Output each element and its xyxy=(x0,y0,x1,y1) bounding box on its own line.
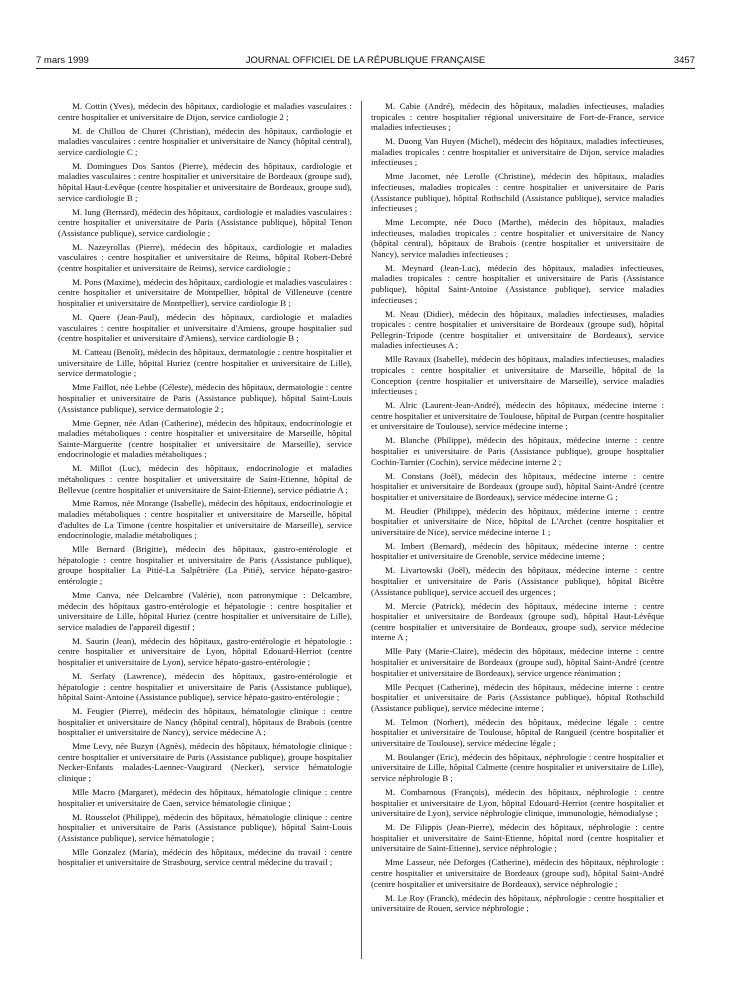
appointment-entry: M. Mercie (Patrick), médecin des hôpitaux, médecine interne : centre hospitalier et universitaire de Bordeaux (groupe sud), hôpital Haut-Lévêque (centre hospitalier et universitaire de Bordeaux, groupe sud), service médecine interne A ; xyxy=(371,600,664,643)
publication-date: 7 mars 1999 xyxy=(36,55,89,66)
appointment-entry: M. Neau (Didier), médecin des hôpitaux, maladies infectieuses, maladies tropicales : centre hospitalier et universitaire de Bordeaux (groupe sud), hôpital Pellegrin-Tripode (centre hospitalier et universitaire de Bordeaux), service maladies infectieuses A ; xyxy=(371,308,664,351)
appointment-entry: M. Le Roy (Franck), médecin des hôpitaux, néphrologie : centre hospitalier et universitaire de Rouen, service néphrologie ; xyxy=(371,892,664,914)
appointment-entry: M. De Filippis (Jean-Pierre), médecin des hôpitaux, néphrologie : centre hospitalier et universitaire de Saint-Etienne, hôpital nord (centre hospitalier et universitaire de Saint-Etienne), service néphrologie ; xyxy=(371,822,664,854)
appointment-entry: M. Saurin (Jean), médecin des hôpitaux, gastro-entérologie et hépatologie : centre hospitalier et universitaire de Lyon, hôpital Edouard-Herriot (centre hospitalier et universitaire de Lyon), service hépato-gastro-entérologie ; xyxy=(58,635,352,667)
appointment-entry: Mme Lasseur, née Deforges (Catherine), médecin des hôpitaux, néphrologie : centre hospitalier et universitaire de Bordeaux (groupe sud), hôpital Saint-André (centre hospitalier et universitaire de Bordeaux), service néphrologie ; xyxy=(371,857,664,889)
appointment-entry: M. Rousselot (Philippe), médecin des hôpitaux, hématologie clinique : centre hospitalier et universitaire de Paris (Assistance publique), hôpital Saint-Louis (Assistance publique), service hématologie ; xyxy=(58,811,352,843)
appointment-entry: M. Cabie (André), médecin des hôpitaux, maladies infectieuses, maladies tropicales : centre hospitalier régional universitaire de Fort-de-France, service maladies infectieuses ; xyxy=(371,101,664,133)
left-column xyxy=(58,101,352,961)
appointment-entry: Mme Levy, née Buzyn (Agnès), médecin des hôpitaux, hématologie clinique : centre hospitalier et universitaire de Paris (Assistance publique), groupe hospitalier Necker-Enfants malades-Laennec-Vaugirard (Necker), service hématologie clinique ; xyxy=(58,741,352,784)
appointment-entry: M. Iung (Bernard), médecin des hôpitaux, cardiologie et maladies vasculaires : centre hospitalier et universitaire de Paris (Assistance publique), hôpital Tenon (Assistance publique), service cardiologie ; xyxy=(58,206,352,238)
appointment-entry: Mme Ramos, née Morange (Isabelle), médecin des hôpitaux, endocrinologie et maladies métaboliques : centre hospitalier et universitaire de Marseille, hôpital d'adultes de La Timone (centre hospitalier et universitaire de Marseille), service endocrinologie, maladie métaboliques ; xyxy=(58,498,352,541)
appointment-entry: M. de Chillou de Churet (Christian), médecin des hôpitaux, cardiologie et maladies vasculaires : centre hospitalier et universitaire de Nancy (hôpital central), service cardiologie C ; xyxy=(58,125,352,157)
appointment-entry: M. Domingues Dos Santos (Pierre), médecin des hôpitaux, cardiologie et maladies vasculaires : centre hospitalier et universitaire de Bordeaux (groupe sud), hôpital Haut-Levêque (centre hospitalier et universitaire de Bordeaux, groupe sud), service cardiologie B ; xyxy=(58,160,352,203)
appointment-entry: Mlle Macro (Margaret), médecin des hôpitaux, hématologie clinique : centre hospitalier et universitaire de Caen, service hématologie clinique ; xyxy=(58,787,352,808)
header-rule xyxy=(36,68,695,69)
appointment-entry: M. Serfaty (Lawrence), médecin des hôpitaux, gastro-entérologie et hépatologie : centre hospitalier et universitaire de Paris (Assistance publique), hôpital Saint-Antoine (Assistance publique), service hépato-gastro-entérologie ; xyxy=(58,670,352,703)
appointment-entry: Mme Faillot, née Lebbe (Céleste), médecin des hôpitaux, dermatologie : centre hospitalier et universitaire de Paris (Assistance publique), hôpital Saint-Louis (Assistance publique), service dermatologie 2 ; xyxy=(58,382,352,414)
appointment-entry: M. Boulanger (Eric), médecin des hôpitaux, néphrologie : centre hospitalier et universitaire de Lille, hôpital Calmette (centre hospitalier et universitaire de Lille), service néphrologie B ; xyxy=(371,751,664,784)
journal-title: JOURNAL OFFICIEL DE LA RÉPUBLIQUE FRANÇAISE xyxy=(245,55,486,66)
appointment-entry: M. Feugier (Pierre), médecin des hôpitaux, hématologie clinique : centre hospitalier et universitaire de Nancy (hôpital central), hôpitaux de Brabois (centre hospitalier et universitaire de Nancy), service médecine A ; xyxy=(58,706,352,738)
appointment-entry: Mme Jacomet, née Lerolle (Christine), médecin des hôpitaux, maladies infectieuses, maladies tropicales : centre hospitalier et universitaire de Paris (Assistance publique), hôpital Rothschild (Assistance publique), service maladies infectieuses ; xyxy=(371,171,664,214)
appointment-entry: M. Duong Van Huyen (Michel), médecin des hôpitaux, maladies infectieuses, maladies tropicales : centre hospitalier et universitaire de Dijon, service maladies infectieuses ; xyxy=(371,136,664,168)
appointment-entry: M. Cottin (Yves), médecin des hôpitaux, cardiologie et maladies vasculaires : centre hospitalier et universitaire de Dijon, service cardiologie 2 ; xyxy=(58,101,352,122)
appointment-entry: M. Combarnous (François), médecin des hôpitaux, néphrologie : centre hospitalier et universitaire de Lyon, hôpital Edouard-Herriot (centre hospitalier et universitaire de Lyon), service néphrologie clinique, immunologie, hémodialyse ; xyxy=(371,787,664,819)
appointment-entry: Mlle Gonzalez (Maria), médecin des hôpitaux, médecine du travail : centre hospitalier et universitaire de Strasbourg, service central médecine du travail ; xyxy=(58,846,352,868)
appointment-entry: M. Imbert (Bernard), médecin des hôpitaux, médecine interne : centre hospitalier et universitaire de Grenoble, service médecine interne ; xyxy=(371,540,664,562)
appointment-entry: Mme Lecompte, née Doco (Marthe), médecin des hôpitaux, maladies infectieuses, maladies tropicales : centre hospitalier et universitaire de Nancy (hôpital central), hôpitaux de Brabois (centre hospitalier et universitaire de Nancy), service maladies infectieuses ; xyxy=(371,217,664,259)
page-header xyxy=(36,55,695,69)
appointment-entry: Mlle Paty (Marie-Claire), médecin des hôpitaux, médecine interne : centre hospitalier et universitaire de Bordeaux (groupe sud), hôpital Saint-André (centre hospitalier et universitaire de Bordeaux), service urgence réanimation ; xyxy=(371,646,664,678)
appointment-entry: M. Constans (Joël), médecin des hôpitaux, médecine interne : centre hospitalier et universitaire de Bordeaux (groupe sud), hôpital Saint-André (centre hospitalier et universitaire de Bordeaux), service médecine interne G ; xyxy=(371,470,664,502)
appointment-entry: M. Blanche (Philippe), médecin des hôpitaux, médecine interne : centre hospitalier et universitaire de Paris (Assistance publique), groupe hospitalier Cochin-Tarnier (Cochin), service médecine interne 2 ; xyxy=(371,435,664,467)
appointment-entry: Mlle Bernard (Brigitte), médecin des hôpitaux, gastro-entérologie et hépatologie : centre hospitalier et universitaire de Paris (Assistance publique), groupe hospitalier La Pitié-La Salpêtrière (La Pitié), service hépato-gastro-entérologie ; xyxy=(58,544,352,587)
right-column xyxy=(371,101,664,961)
appointment-entry: M. Millot (Luc), médecin des hôpitaux, endocrinologie et maladies métaboliques : centre hospitalier et universitaire de Saint-Etienne, hôpital de Bellevue (centre hospitalier et universitaire de Saint-Etienne), service pédiatrie A ; xyxy=(58,463,352,495)
appointment-entry: M. Pons (Maxime), médecin des hôpitaux, cardiologie et maladies vasculaires : centre hospitalier et universitaire de Montpellier, hôpital de Villeneuve (centre hospitalier et universitaire de Montpellier), service cardiologie B ; xyxy=(58,276,352,309)
page-number: 3457 xyxy=(673,55,695,66)
appointment-entry: M. Nazeyrollas (Pierre), médecin des hôpitaux, cardiologie et maladies vasculaires : centre hospitalier et universitaire de Reims, hôpital Robert-Debré (centre hospitalier et universitaire de Reims), service cardiologie ; xyxy=(58,241,352,273)
appointment-entry: Mlle Ravaux (Isabelle), médecin des hôpitaux, maladies infectieuses, maladies tropicales : centre hospitalier et universitaire de Marseille, hôpital de la Conception (centre hospitalier et universitaire de Marseille), service maladies infectieuses ; xyxy=(371,354,664,397)
appointment-entry: M. Heudier (Philippe), médecin des hôpitaux, médecine interne : centre hospitalier et universitaire de Nice, hôpital de L'Archet (centre hospitalier et universitaire de Nice), service médecine interne 1 ; xyxy=(371,505,664,537)
column-divider xyxy=(361,101,362,959)
appointment-entry: M. Meynard (Jean-Luc), médecin des hôpitaux, maladies infectieuses, maladies tropicales : centre hospitalier et universitaire de Paris (Assistance publique), hôpital Saint-Antoine (Assistance publique), service maladies infectieuses ; xyxy=(371,262,664,305)
appointment-entry: Mlle Pecquet (Catherine), médecin des hôpitaux, médecine interne : centre hospitalier et universitaire de Paris (Assistance publique), hôpital Rothschild (Assistance publique), service médecine interne ; xyxy=(371,681,664,713)
appointment-entry: M. Telmon (Norbert), médecin des hôpitaux, médecine légale : centre hospitalier et universitaire de Toulouse, hôpital de Rangueil (centre hospitalier et universitaire de Toulouse), service médecine légale ; xyxy=(371,716,664,748)
appointment-entry: M. Catteau (Benoît), médecin des hôpitaux, dermatologie : centre hospitalier et universitaire de Lille, hôpital Huriez (centre hospitalier et universitaire de Lille), service dermatologie ; xyxy=(58,347,352,379)
appointment-entry: Mme Gepner, née Atlan (Catherine), médecin des hôpitaux, endocrinologie et maladies métaboliques : centre hospitalier et universitaire de Marseille, hôpital Sainte-Marguerite (centre hospitalier et universitaire de Marseille), service endocrinologie et maladies métaboliques ; xyxy=(58,417,352,460)
appointment-entry: Mme Canva, née Delcambre (Valérie), nom patronymique : Delcambre, médecin des hôpitaux gastro-entérologie et hépatologie : centre hospitalier et universitaire de Lille, hôpital Huriez (centre hospitalier et universitaire de Lille), service maladies de l'appareil digestif ; xyxy=(58,590,352,632)
appointment-entry: M. Livartowski (Joël), médecin des hôpitaux, médecine interne : centre hospitalier et universitaire de Paris (Assistance publique), hôpital Bicêtre (Assistance publique), service accueil des urgences ; xyxy=(371,565,664,597)
appointment-entry: M. Alric (Laurent-Jean-André), médecin des hôpitaux, médecine interne : centre hospitalier et universitaire de Toulouse, hôpital de Purpan (centre hospitalier et universitaire de Toulouse), service médecine interne ; xyxy=(371,400,664,432)
appointment-entry: M. Quere (Jean-Paul), médecin des hôpitaux, cardiologie et maladies vasculaires : centre hospitalier et universitaire d'Amiens, groupe hospitalier sud (centre hospitalier et universitaire d'Amiens), service cardiologie B ; xyxy=(58,312,352,344)
